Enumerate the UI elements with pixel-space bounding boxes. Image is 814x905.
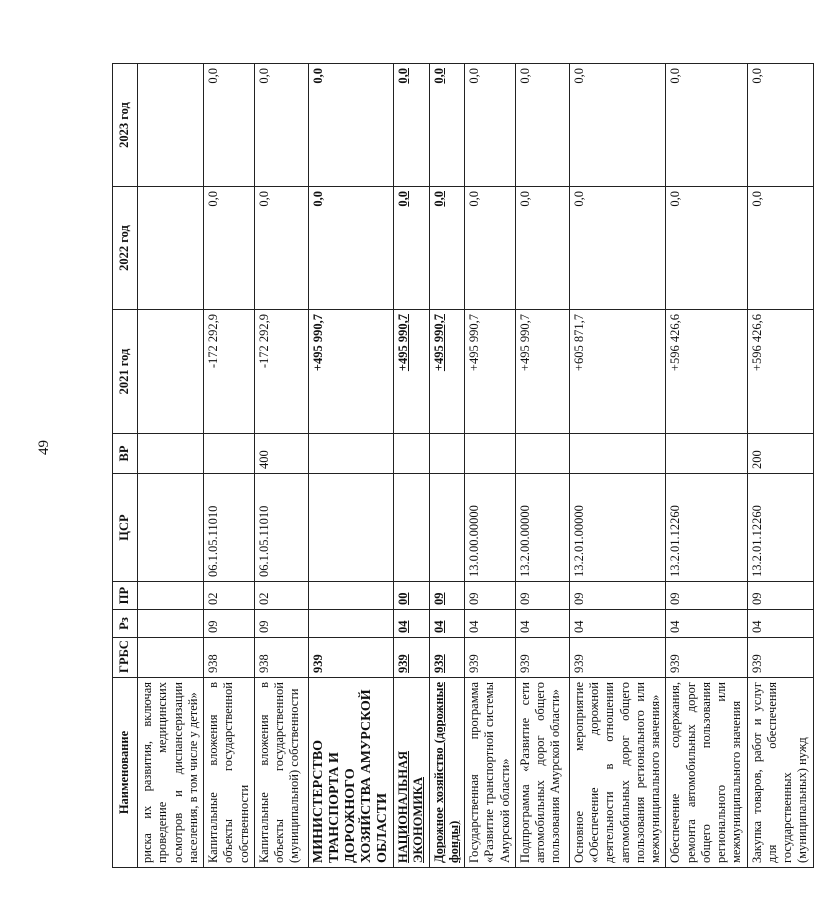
- row-2022: 0,0: [204, 187, 255, 310]
- col-header-csr: ЦСР: [113, 474, 138, 582]
- col-header-pr: ПР: [113, 582, 138, 610]
- col-header-grbs: ГРБС: [113, 638, 138, 678]
- row-2022: 0,0: [515, 187, 569, 310]
- col-header-2022: 2022 год: [113, 187, 138, 310]
- row-grbs: 939: [465, 638, 516, 678]
- row-name: Государственная программа «Развитие транспортной системы Амурской области»: [465, 678, 516, 868]
- row-vr: [204, 434, 255, 474]
- row-2022: 0,0: [394, 187, 430, 310]
- row-rz: 04: [515, 610, 569, 638]
- row-name: Подпрограмма «Развитие сети автомобильных дорог общего пользования Амурской области»: [515, 678, 569, 868]
- row-2021: [138, 310, 204, 434]
- table-row: [569, 64, 666, 868]
- row-2023: 0,0: [569, 64, 666, 187]
- row-2021: +605 871,7: [569, 310, 666, 434]
- row-grbs: 939: [394, 638, 430, 678]
- table-row: [394, 64, 430, 868]
- row-2023: 0,0: [515, 64, 569, 187]
- row-name: риска их развития, включая проведение медицинских осмотров и диспансеризации населения, в том числе у детей»: [138, 678, 204, 868]
- row-name: Капитальные вложения в объекты государственной собственности: [204, 678, 255, 868]
- row-pr: 09: [515, 582, 569, 610]
- row-name: НАЦИОНАЛЬНАЯ ЭКОНОМИКА: [394, 678, 430, 868]
- row-2021: +495 990,7: [515, 310, 569, 434]
- row-pr: 09: [569, 582, 666, 610]
- row-2022: 0,0: [465, 187, 516, 310]
- row-2021: +596 426,6: [666, 310, 747, 434]
- row-grbs: 939: [569, 638, 666, 678]
- row-rz: [308, 610, 393, 638]
- row-grbs: 939: [429, 638, 465, 678]
- table-row: [515, 64, 569, 868]
- row-vr: [515, 434, 569, 474]
- row-pr: [308, 582, 393, 610]
- row-pr: [138, 582, 204, 610]
- row-2023: 0,0: [394, 64, 430, 187]
- row-2022: 0,0: [747, 187, 813, 310]
- col-header-vr: ВР: [113, 434, 138, 474]
- row-2022: 0,0: [666, 187, 747, 310]
- table-row: [204, 64, 255, 868]
- row-csr: [138, 474, 204, 582]
- row-vr: [394, 434, 430, 474]
- row-csr: [429, 474, 465, 582]
- row-pr: 09: [666, 582, 747, 610]
- row-2023: 0,0: [747, 64, 813, 187]
- row-name: Основное мероприятие «Обеспечение дорожной деятельности в отношении автомобильных дорог общего пользования регионального или межмуниципального значения»: [569, 678, 666, 868]
- row-csr: 13.2.01.00000: [569, 474, 666, 582]
- table-row: [666, 64, 747, 868]
- row-vr: 200: [747, 434, 813, 474]
- row-rz: 04: [394, 610, 430, 638]
- row-vr: [138, 434, 204, 474]
- row-2023: 0,0: [465, 64, 516, 187]
- table-header-row: [113, 64, 138, 868]
- row-2022: 0,0: [429, 187, 465, 310]
- table-row: [747, 64, 813, 868]
- row-csr: 06.1.05.11010: [254, 474, 308, 582]
- row-rz: 04: [429, 610, 465, 638]
- row-grbs: 938: [254, 638, 308, 678]
- row-name: Дорожное хозяйство (дорожные фонды): [429, 678, 465, 868]
- row-csr: 13.0.00.00000: [465, 474, 516, 582]
- row-vr: [308, 434, 393, 474]
- row-2021: -172 292,9: [254, 310, 308, 434]
- row-2021: +495 990,7: [308, 310, 393, 434]
- row-name: Капитальные вложения в объекты государственной (муниципальной) собственности: [254, 678, 308, 868]
- row-pr: 02: [204, 582, 255, 610]
- row-pr: 00: [394, 582, 430, 610]
- row-grbs: [138, 638, 204, 678]
- row-grbs: 939: [515, 638, 569, 678]
- row-rz: 09: [254, 610, 308, 638]
- row-csr: [308, 474, 393, 582]
- row-pr: 09: [429, 582, 465, 610]
- budget-table: [112, 63, 814, 868]
- col-header-rz: Рз: [113, 610, 138, 638]
- row-name: Обеспечение содержания, ремонта автомобильных дорог общего пользования регионального или межмуниципального значения: [666, 678, 747, 868]
- row-2021: +495 990,7: [465, 310, 516, 434]
- row-vr: [569, 434, 666, 474]
- row-vr: [666, 434, 747, 474]
- row-2021: +495 990,7: [429, 310, 465, 434]
- row-rz: 04: [747, 610, 813, 638]
- row-vr: 400: [254, 434, 308, 474]
- row-pr: 02: [254, 582, 308, 610]
- row-rz: 04: [465, 610, 516, 638]
- row-2023: [138, 64, 204, 187]
- row-vr: [429, 434, 465, 474]
- row-2021: +596 426,6: [747, 310, 813, 434]
- row-pr: 09: [747, 582, 813, 610]
- row-csr: [394, 474, 430, 582]
- page-number: 49: [36, 440, 52, 455]
- table-row: [138, 64, 204, 868]
- row-grbs: 939: [666, 638, 747, 678]
- row-csr: 13.2.01.12260: [747, 474, 813, 582]
- col-header-name: Наименование: [113, 678, 138, 868]
- row-2022: 0,0: [254, 187, 308, 310]
- col-header-2023: 2023 год: [113, 64, 138, 187]
- rotated-table-container: [112, 64, 810, 868]
- row-csr: 13.2.00.00000: [515, 474, 569, 582]
- row-2023: 0,0: [204, 64, 255, 187]
- row-2022: [138, 187, 204, 310]
- table-row: [429, 64, 465, 868]
- row-rz: 04: [666, 610, 747, 638]
- row-grbs: 939: [747, 638, 813, 678]
- row-2023: 0,0: [666, 64, 747, 187]
- row-csr: 06.1.05.11010: [204, 474, 255, 582]
- row-grbs: 939: [308, 638, 393, 678]
- row-vr: [465, 434, 516, 474]
- table-row: [254, 64, 308, 868]
- row-name: Закупка товаров, работ и услуг для обеспечения государственных (муниципальных) нужд: [747, 678, 813, 868]
- row-grbs: 938: [204, 638, 255, 678]
- row-name: МИНИСТЕРСТВО ТРАНСПОРТА И ДОРОЖНОГО ХОЗЯЙСТВА АМУРСКОЙ ОБЛАСТИ: [308, 678, 393, 868]
- row-2022: 0,0: [308, 187, 393, 310]
- table-row: [465, 64, 516, 868]
- row-2022: 0,0: [569, 187, 666, 310]
- row-2023: 0,0: [308, 64, 393, 187]
- row-2023: 0,0: [254, 64, 308, 187]
- row-rz: [138, 610, 204, 638]
- row-rz: 04: [569, 610, 666, 638]
- row-2021: +495 990,7: [394, 310, 430, 434]
- table-row: [308, 64, 393, 868]
- row-2023: 0,0: [429, 64, 465, 187]
- row-rz: 09: [204, 610, 255, 638]
- row-pr: 09: [465, 582, 516, 610]
- row-csr: 13.2.01.12260: [666, 474, 747, 582]
- col-header-2021: 2021 год: [113, 310, 138, 434]
- row-2021: -172 292,9: [204, 310, 255, 434]
